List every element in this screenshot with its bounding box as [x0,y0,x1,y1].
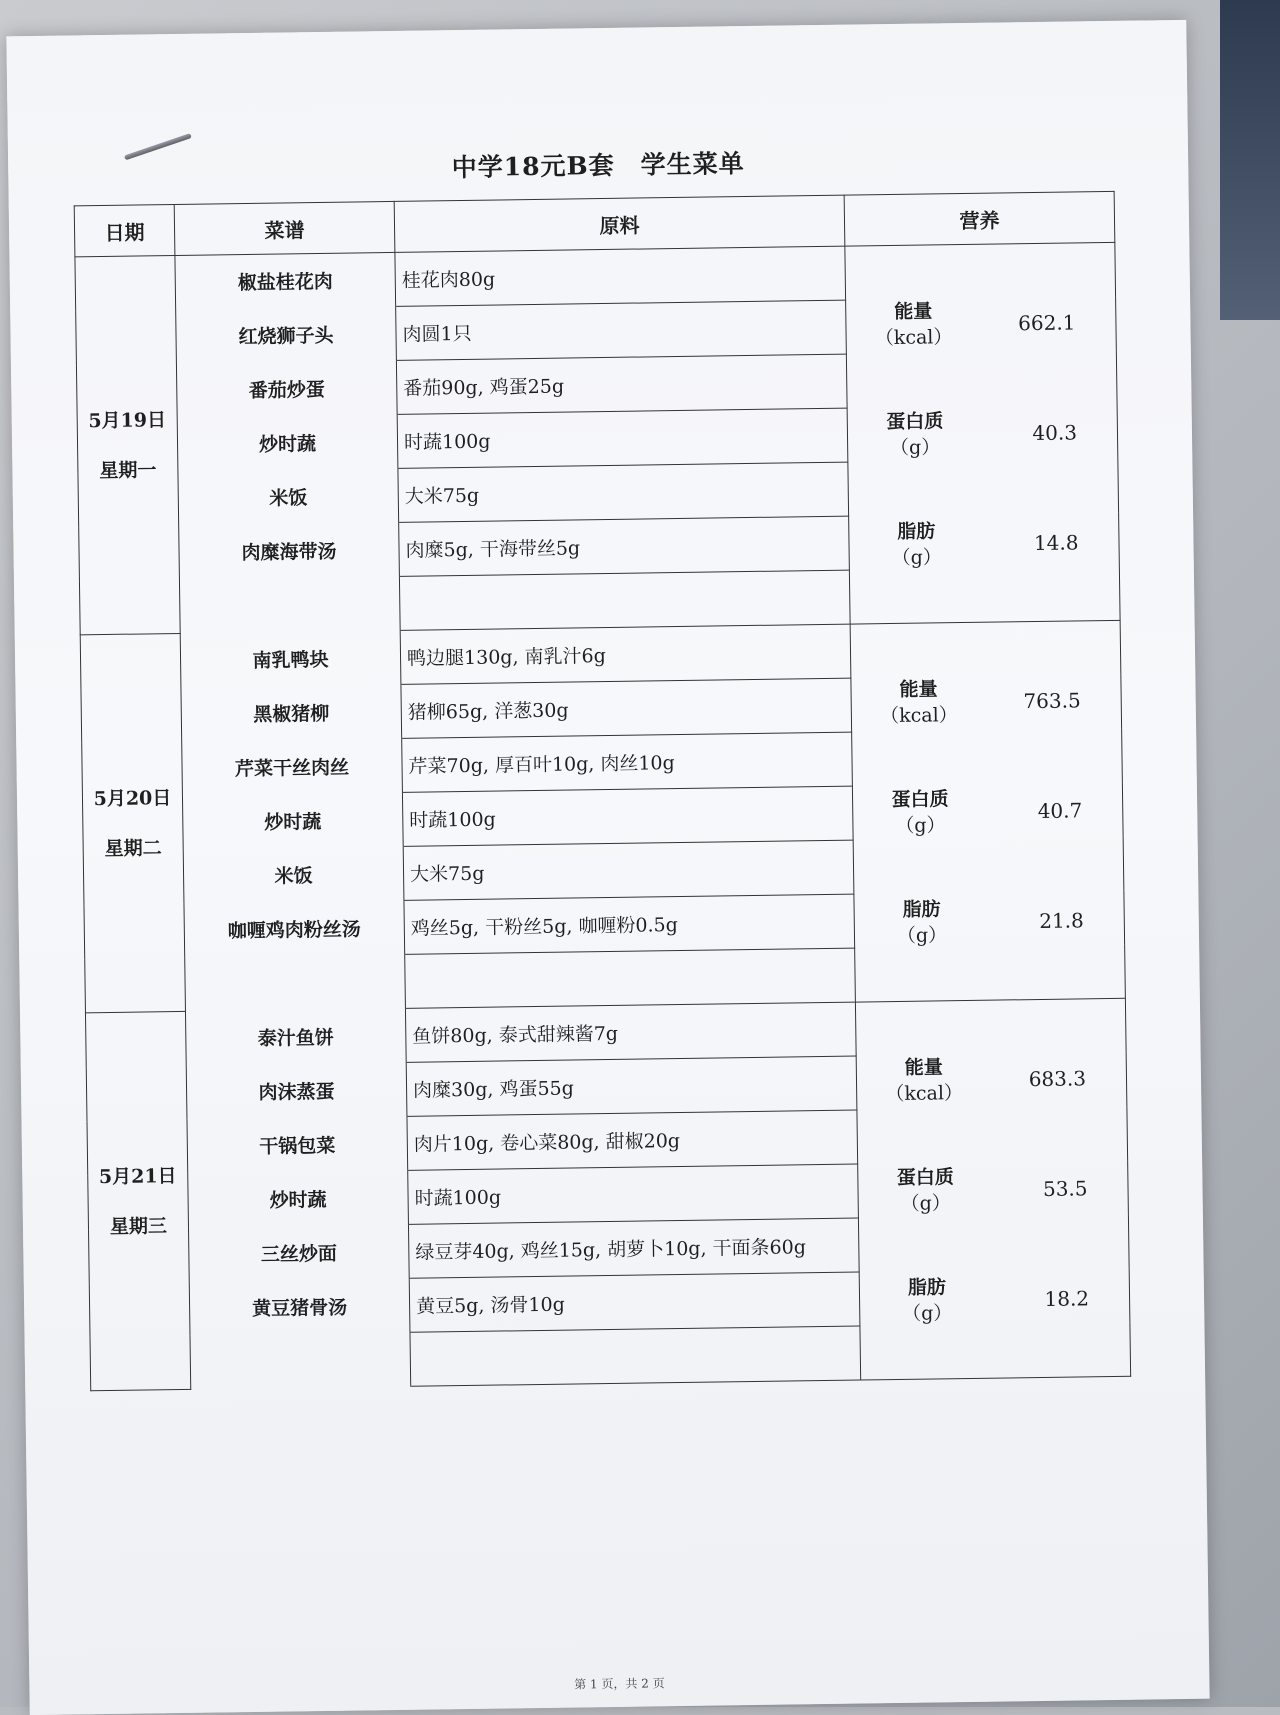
nutrition-protein-value: 40.7 [1037,797,1083,823]
nutrition-fat [849,486,1120,600]
nutrition-fat-name: 脂肪 [907,1275,947,1299]
nutrition-protein-unit: （g） [895,813,946,837]
dish-name: 咖喱鸡肉粉丝汤 [184,900,405,957]
dish-name: 红烧狮子头 [176,306,397,363]
ingredients-cell: 绿豆芽40g, 鸡丝15g, 胡萝卜10g, 干面条60g [408,1218,859,1278]
dish-name: 南乳鸭块 [180,630,401,687]
nutrition-energy-unit: （kcal） [874,325,953,349]
nutrition-protein-value: 53.5 [1042,1175,1088,1201]
nutrition-fat-label [876,895,967,948]
dish-name: 炒时蔬 [188,1170,409,1227]
date-cell [75,255,180,634]
ingredients-cell: 黄豆5g, 汤骨10g [409,1272,860,1332]
page-footer: 第 1 页，共 2 页 [574,1676,665,1692]
nutrition-fat-value: 14.8 [1033,529,1079,555]
weekday-text: 星期二 [104,836,162,860]
header-dish: 菜谱 [174,201,395,255]
dish-name: 黄豆猪骨汤 [189,1278,410,1335]
dish-name [185,954,406,1011]
nutrition-cell [850,620,1125,1002]
page-title: 中学18元B套 学生菜单 [451,149,745,183]
nutrition-fat-value: 18.2 [1044,1285,1090,1311]
ingredients-cell: 肉片10g, 卷心菜80g, 甜椒20g [407,1110,858,1170]
desk-object [1220,0,1280,320]
nutrition-energy-label [868,298,959,351]
ingredients-cell: 时蔬100g [408,1164,859,1224]
nutrition-energy-unit: （kcal） [879,703,958,727]
nutrition-energy-value: 662.1 [1018,309,1076,335]
nutrition-protein-label [875,786,966,839]
ingredients-cell: 时蔬100g [397,408,848,468]
nutrition-fat [854,864,1125,978]
ingredients-cell: 番茄90g, 鸡蛋25g [396,354,847,414]
dish-name: 炒时蔬 [182,792,403,849]
nutrition-protein-unit: （g） [900,1191,951,1215]
nutrition-fat [859,1242,1130,1356]
ingredients-cell [399,570,850,630]
date-text: 5月20日 [93,786,172,810]
nutrition-energy-name: 能量 [904,1055,943,1079]
nutrition-energy [846,266,1117,380]
ingredients-cell: 芹菜70g, 厚百叶10g, 肉丝10g [402,732,853,792]
weekday-text: 星期一 [99,458,157,482]
header-date: 日期 [74,204,175,256]
nutrition-protein-name: 蛋白质 [896,1165,955,1189]
nutrition-energy-label [879,1053,970,1106]
nutrition-protein-unit: （g） [889,435,941,459]
date-cell [85,1011,190,1390]
nutrition-energy-value: 763.5 [1023,687,1081,713]
menu-sheet [6,20,1209,1715]
menu-body [75,242,1131,1390]
dish-name: 椒盐桂花肉 [175,252,396,309]
nutrition-fat-unit: （g） [902,1301,953,1325]
nutrition-energy [856,1022,1127,1136]
nutrition-fat-label [882,1273,973,1326]
dish-name [190,1332,411,1389]
weekday-text: 星期三 [109,1214,168,1238]
ingredients-cell: 时蔬100g [402,786,853,846]
nutrition-fat-value: 21.8 [1039,907,1084,933]
ingredients-cell [410,1326,861,1386]
dish-name: 肉沫蒸蛋 [186,1062,407,1119]
dish-name: 黑椒猪柳 [181,684,402,741]
dish-name: 米饭 [183,846,404,903]
date-text: 5月19日 [88,408,167,432]
dish-name: 米饭 [178,468,399,525]
ingredients-cell: 鸭边腿130g, 南乳汁6g [400,624,851,684]
ingredients-cell: 肉糜5g, 干海带丝5g [399,516,850,576]
ingredients-cell: 桂花肉80g [395,246,846,306]
nutrition-protein-value: 40.3 [1032,419,1078,445]
dish-name: 肉糜海带汤 [179,522,400,579]
nutrition-fat-name: 脂肪 [897,519,936,543]
header-ingredients: 原料 [394,195,845,252]
nutrition-protein [852,754,1123,868]
nutrition-cell [845,242,1120,624]
ingredients-cell: 大米75g [403,840,854,900]
ingredients-cell: 肉圆1只 [396,300,847,360]
nutrition-protein-name: 蛋白质 [891,787,949,811]
header-nutrition: 营养 [844,191,1115,246]
nutrition-energy-label [873,676,964,729]
nutrition-energy [851,644,1122,758]
menu-table [74,191,1131,1391]
nutrition-energy-name: 能量 [899,677,938,701]
ingredients-cell: 鸡丝5g, 干粉丝5g, 咖喱粉0.5g [404,894,855,954]
date-text: 5月21日 [98,1164,177,1188]
ingredients-cell: 猪柳65g, 洋葱30g [401,678,852,738]
nutrition-protein-label [870,408,961,461]
dish-name: 芹菜干丝肉丝 [182,738,403,795]
nutrition-energy-unit: （kcal） [885,1081,964,1105]
date-cell [80,633,185,1012]
nutrition-fat-name: 脂肪 [902,897,941,921]
ingredients-cell [405,948,856,1008]
ingredients-cell: 鱼饼80g, 泰式甜辣酱7g [405,1002,856,1062]
dish-name: 炒时蔬 [177,414,398,471]
nutrition-protein [858,1132,1129,1246]
nutrition-fat-label [871,518,962,571]
dish-name: 干锅包菜 [187,1116,408,1173]
dish-name: 番茄炒蛋 [176,360,397,417]
nutrition-energy-name: 能量 [894,299,933,323]
dish-name: 泰汁鱼饼 [185,1008,406,1065]
nutrition-cell [855,998,1130,1380]
nutrition-protein-label [880,1163,971,1216]
nutrition-protein-name: 蛋白质 [886,409,944,433]
ingredients-cell: 肉糜30g, 鸡蛋55g [406,1056,857,1116]
ingredients-cell: 大米75g [398,462,849,522]
dish-name: 三丝炒面 [188,1224,409,1281]
nutrition-protein [847,376,1118,490]
nutrition-energy-value: 683.3 [1028,1065,1087,1091]
nutrition-fat-unit: （g） [896,923,948,947]
dish-name [179,576,400,633]
nutrition-fat-unit: （g） [891,545,942,569]
